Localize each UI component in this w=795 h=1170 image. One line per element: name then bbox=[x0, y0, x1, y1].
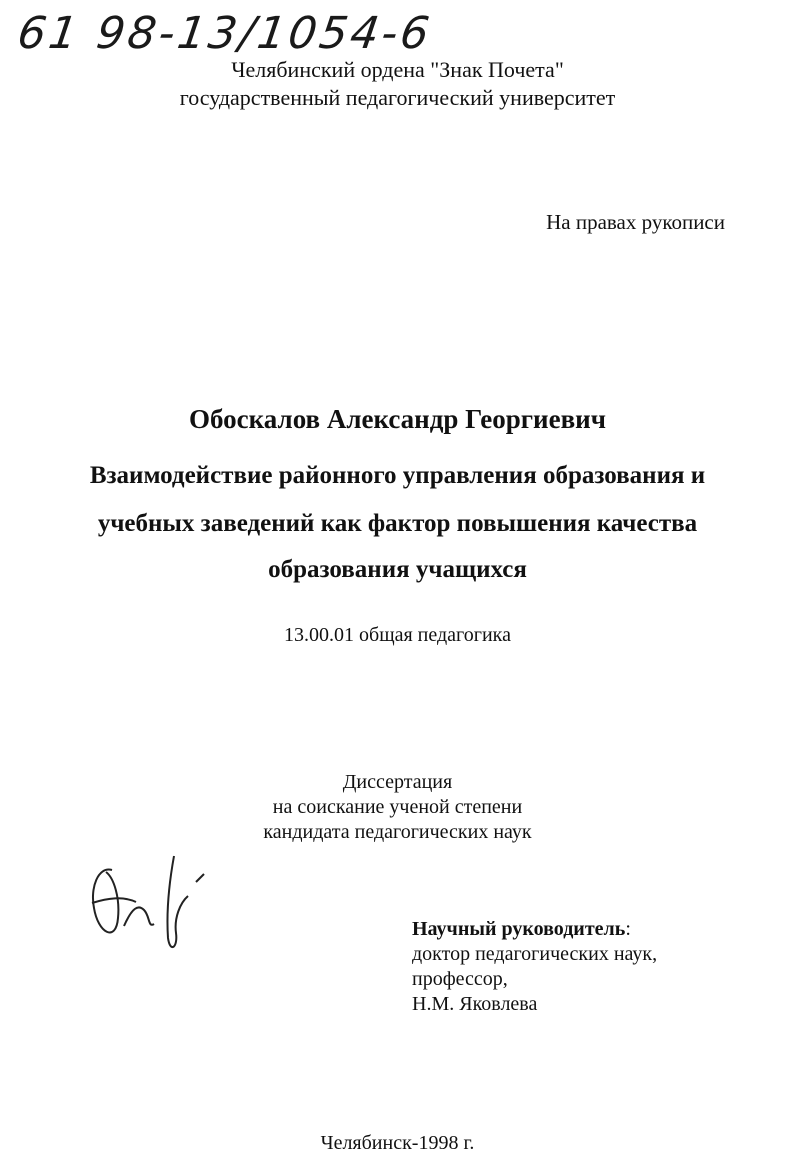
specialty-code: 13.00.01 общая педагогика bbox=[284, 624, 511, 646]
scientific-advisor-block bbox=[412, 917, 657, 1017]
institution-name-line-2: государственный педагогический университет bbox=[179, 85, 616, 110]
author-name: Обоскалов Александр Георгиевич bbox=[189, 404, 606, 434]
city-and-year: Челябинск-1998 г. bbox=[320, 1132, 475, 1154]
signature-stroke-3 bbox=[124, 907, 154, 926]
signature-stroke-4 bbox=[167, 856, 188, 947]
signature-stroke-2 bbox=[92, 898, 136, 903]
advisor-label-colon: : bbox=[625, 918, 631, 940]
advisor-label: Научный руководитель bbox=[412, 918, 626, 940]
advisor-rank: профессор, bbox=[412, 968, 508, 990]
dissertation-title-line-3: образования учащихся bbox=[268, 556, 527, 583]
dissertation-title-line-1: Взаимодействие районного управления образования и bbox=[89, 462, 706, 489]
dissertation-type-line-1: Диссертация bbox=[342, 771, 453, 793]
institution-name-line-1: Челябинский ордена "Знак Почета" bbox=[231, 57, 564, 82]
handwritten-signature bbox=[78, 848, 218, 958]
dissertation-type-line-2: на соискание ученой степени bbox=[272, 796, 523, 818]
dissertation-type-line-3: кандидата педагогических наук bbox=[263, 821, 532, 843]
advisor-degree: доктор педагогических наук, bbox=[412, 943, 658, 965]
handwritten-catalog-number: 61 98-13/1054-6 bbox=[14, 8, 436, 59]
signature-stroke-5 bbox=[196, 874, 204, 882]
advisor-name: Н.М. Яковлева bbox=[412, 993, 538, 1015]
dissertation-title-line-2: учебных заведений как фактор повышения качества bbox=[97, 510, 698, 537]
manuscript-rights-note: На правах рукописи bbox=[546, 210, 725, 234]
